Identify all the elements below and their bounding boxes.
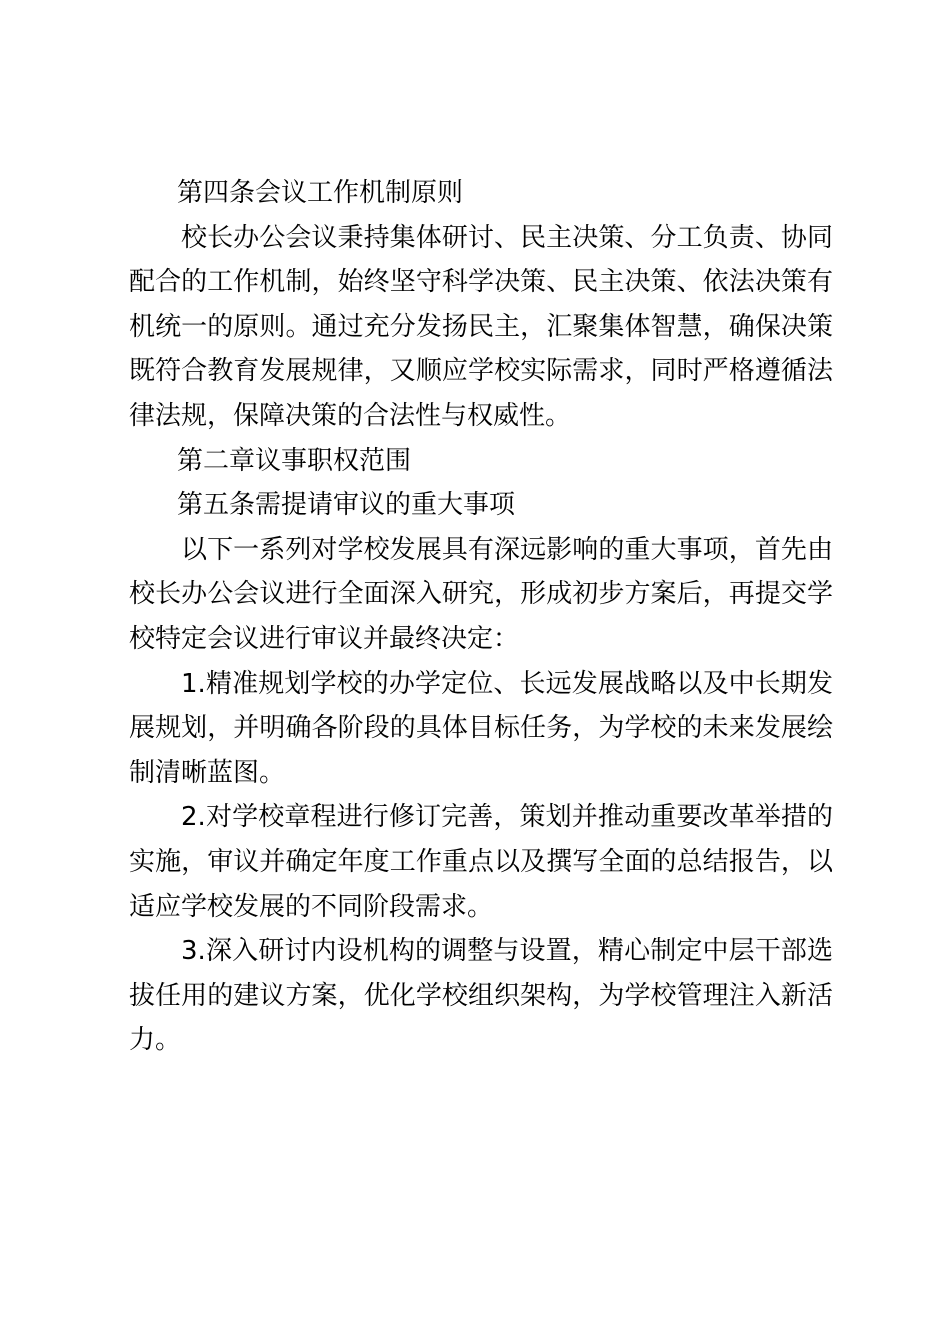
- chapter-2-heading: 第二章议事职权范围: [177, 445, 412, 476]
- article-4-paragraph: 校长办公会议秉持集体研讨、民主决策、分工负责、协同配合的工作机制，始终坚守科学决策、民主决策、依法决策有机统一的原则。通过充分发扬民主，汇聚集体智慧，确保决策既符合教育发展规律，又顺应学校实际需求，同时严格遵循法律法规，保障决策的合法性与权威性。: [129, 222, 833, 431]
- article-4-heading: 第四条会议工作机制原则: [177, 178, 464, 208]
- article-5-item-3: 3.深入研讨内设机构的调整与设置，精心制定中层干部选拔任用的建议方案，优化学校组织架构，为学校管理注入新活力。: [129, 936, 833, 1056]
- article-5-item-2: 2.对学校章程进行修订完善，策划并推动重要改革举措的实施，审议并确定年度工作重点以及撰写全面的总结报告，以适应学校发展的不同阶段需求。: [129, 802, 833, 922]
- article-5-item-1: 1.精准规划学校的办学定位、长远发展战略以及中长期发展规划，并明确各阶段的具体目标任务，为学校的未来发展绘制清晰蓝图。: [129, 668, 833, 788]
- article-5-intro-paragraph: 以下一系列对学校发展具有深远影响的重大事项，首先由校长办公会议进行全面深入研究，形成初步方案后，再提交学校特定会议进行审议并最终决定：: [129, 534, 833, 654]
- document-body: [129, 171, 833, 1063]
- article-5-heading: 第五条需提请审议的重大事项: [177, 490, 516, 521]
